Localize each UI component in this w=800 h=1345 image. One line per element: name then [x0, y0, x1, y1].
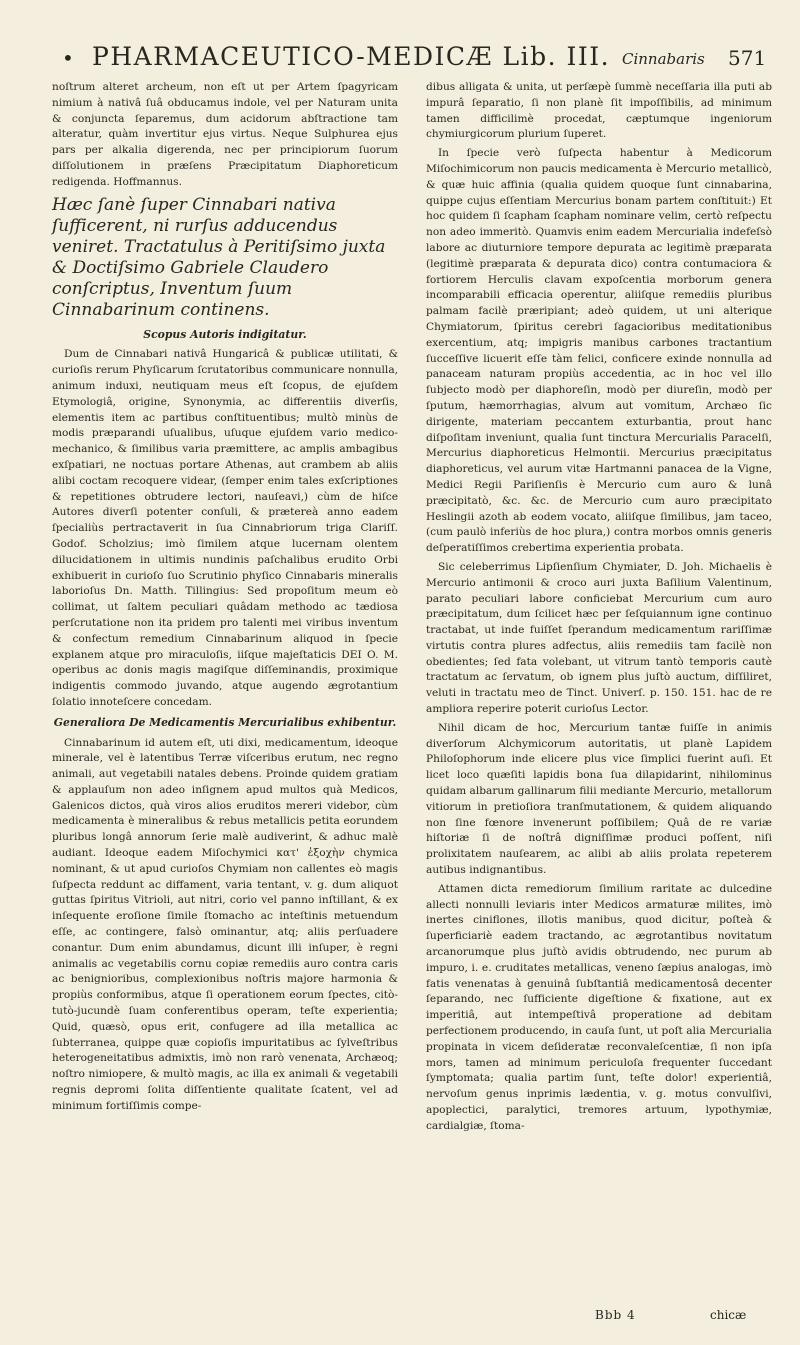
- signature-mark: Bbb 4: [595, 1308, 636, 1322]
- left-paragraph-2: Hæc ſanè ſuper Cinnabari nativa ſufficerent, ni rurſus adducendus veniret. Tractatulus à Peritiſsimo juxta & Doctiſsimo Gabriele Claudero conſcriptus, Inventum ſuum Cinnabarinum continens.: [52, 194, 386, 320]
- page-header: [0, 40, 800, 78]
- page-number: 571: [728, 46, 767, 70]
- text-columns: [52, 80, 772, 1138]
- left-paragraph-1: noſtrum alteret archeum, non eſt ut per Artem ſpagyricam nimium à nativâ ſuâ obducamus indole, vel per Naturam unita & conjuncta ſeparemus, dum acidorum abſtractione tam alteratur, quàm invertitur ejus virtus. Neque Sulphurea ejus pars per alkalia digerenda, nec per principiorum ſuorum diſſolutionem in præſens Præcipitatum Diaphoreticum redigenda. Hoffmannus.: [52, 81, 398, 188]
- right-paragraph-4: Nihil dicam de hoc, Mercurium tantæ fuiſſe in animis diverſorum Alchymicorum autoritatis, ut planè Lapidem Philoſophorum inde elicere plus vice ſimplici fuerint auſi. Et licet loco quæſiti lapidis bona ſua dilapidarint, nihilominus quidam albarum gallinarum filii mediante Mercurio, metallorum vitiorum in pretioſiora tranſmutationem, & quidem aliquando non ſine fœnore invenerunt poſſibilem; Quâ de re variæ hiſtoriæ ſi de noſtrâ digniſſimæ produci poſſent, niſi prolixitatem nauſearem, ac alibi ab aliis prolata repeterem autibus indignantibus.: [426, 721, 772, 877]
- section-heading-generaliora: Generaliora De Medicamentis Mercurialibus exhibentur.: [53, 715, 397, 729]
- header-bullet: •: [62, 46, 74, 70]
- left-paragraph-3: Dum de Cinnabari nativâ Hungaricâ & publicæ utilitati, & curioſis rerum Phyſicarum ſcrutatoribus communicare nonnulla, animum induxi, neutiquam meus eſt ſcopus, de ejuſdem Etymologiâ, origine, Synonymia, ac differentiis diverſis, elementis item ac partibus conſtituentibus; multò minùs de modis præparandi uſualibus, uſuque ejuſdem vario medico-mechanico, & ſimilibus varia præmittere, ac amplis ambagibus exſpatiari, ne noctuas portare Athenas, aut crambem ab aliis alibi coctam recoquere videar, (ſemper enim tales exſcriptiones & repetitiones obtrudere lectori, nauſeavi,) cùm de hiſce Autores diverſi potenter conſuli, & prætereà anno eadem ſpecialiùs pertractaverit in ſua Cinnabriorum triga Clariſſ. Godof. Scholzius; imò ſimilem atque lucernam olentem dilucidationem in ultimis nundinis paſchalibus erudito Orbi exhibuerit in curioſo ſuo Scrutinio phyſico Cinnabaris mineralis laborioſus Dn. Matth. Tillingius: Sed propoſitum meum eò collimat, ut ſaltem peculiari quâdam methodo ac tædiosa perſcrutatione non ita pridem pro talenti mei viribus inventum & confectum remedium Cinnabarinum aliquod in ſpecie explanem atque pro miraculoſis, iiſque majeſtaticis DEI O. M. operibus ac donis magis magiſque diſſeminandis, proximique indigentis commodo juvando, atque augendo ægrotantium ſolatio innoteſcere concedam.: [52, 348, 398, 708]
- left-paragraph-4: Cinnabarinum id autem eſt, uti dixi, medicamentum, ideoque minerale, vel è latentibus Terræ viſceribus erutum, nec regno animali, aut vegetabili natales debens. Proinde quidem gratiam & applauſum non adeo inſignem apud multos quà Medicos, Galenicos dictos, quà viros alios eruditos mereri videbor, cùm medicamenta è mineralibus & rebus metallicis petita eorundem pluribus longâ annorum ſerie malè audiverint, & adhuc malè audiant. Ideoque eadem Miſochymici κατ' ἐξοχὴν chymica nominant, & ut apud curioſos Chymiam non callentes eò magis ſuſpecta reddunt ac diffament, varia tentant, v. g. dum aliquot guttas ſpiritus Vitrioli, aut nitri, corio vel panno inſtillant, & ex inſequente eroſione ſimile ſtomacho ac inteſtinis metuendum eſſe, ac contingere, falsò ominantur, atq; aliis perſuadere conantur. Dum enim abundamus, dicunt illi inſuper, è regni animalis ac vegetabilis cornu copiæ remediis auro contra caris ac benignioribus, complexionibus noſtris majore harmonia & propiùs conformibus, atque ſi operationem eorum ſpectes, citò-tutò-jucundè ſuam conferentibus operam, teſte experientia; Quid, quæsò, opus erit, confugere ad illa metallica ac ſubterranea, quippe quæ copioſis impuritatibus ac ſylveſtribus heterogeneitatibus admixtis, imò non rarò venenata, Archæoq; noſtro nimiopere, & multò magis, ac illa ex animali & vegetabili regnis depromi ſolita diſſentiente qualitate ſcatent, vel ad minimum fortiſſimis compe-: [52, 736, 398, 1112]
- right-paragraph-3: Sic celeberrimus Lipſienſium Chymiater, D. Joh. Michaelis è Mercurio antimonii & croco auri juxta Baſilium Valentinum, parato peculiari labore conficiebat Mercurium cum auro præcipitatum, dum ſcilicet hæc per ſeſquiannum igne continuo tractabat, ut inde fuiſſet ſperandum medicamentum rariſſimæ virtutis contra plures adfectus, aliis remediis tam facilè non obedientes; ſed fata volebant, ut vitrum tantò temporis cautè tractatum ac ſervatum, ob ignem plus juſtò auctum, diſſiliret, veluti in tractatu meo de Tinct. Univerſ. p. 150. 151. hac de re ampliora reperire poterit curioſus Lector.: [426, 560, 772, 716]
- left-column: [52, 80, 398, 1138]
- right-paragraph-1: dibus alligata & unita, ut perſæpè ſummè neceſſaria illa puti ab impurâ ſeparatio, ſi non planè ſit impoſſibilis, ad minimum tamen difficilimè procedat, cæptumque ingeniorum chymiurgicorum plurium ſuperet.: [426, 81, 772, 141]
- right-paragraph-5: Attamen dicta remediorum ſimilium raritate ac dulcedine allecti nonnulli leviaris inter Medicos armaturæ milites, imò inertes ciniflones, illotis manibus, quod dicitur, poſteà & ſuperficiariè eadem tractando, ac ægrotantibus novitatum arcanorumque plus juſtò avidis obtrudendo, nec purum ab impuro, i. e. cruditates metallicas, veneno ſæpius analogas, imò fatis venenatas à genuinâ ſubſtantiâ medicamentosâ decenter ſeparando, nec ſufficiente digeſtione & fixatione, aut ex imperitiâ, aut intempeſtivâ properatione ad debitam perfectionem producendo, in cauſa ſunt, ut poſt alia Mercurialia propinata in vicem deſideratæ reconvaleſcentiæ, ſi non ipſa mors, tamen ad minimum periculoſa frequenter ſuccedant ſymptomata; qualia partim ſunt, teſte dolor! experientiâ, nervoſum genus inprimis lædentia, v. g. motus convulſivi, apoplectici, paralytici, tremores artuum, lypothymiæ, cardialgiæ, ſtoma-: [426, 882, 772, 1132]
- page-footer: [0, 1308, 800, 1328]
- section-word: Cinnabaris: [622, 50, 705, 68]
- running-title: PHARMACEUTICO-MEDICÆ Lib. III.: [92, 42, 611, 71]
- right-paragraph-2: In ſpecie verò ſuſpecta habentur à Medicorum Miſochimicorum non paucis medicamenta è Mercurio metallicò, & quæ huic affinia (qualia quidem quoque ſunt cinnabarina, quippe cujus eſſentiam Mercurius bonam partem conſtituit:) Et hoc quidem ſi ſcapham ſcapham nominare velim, certò reſpectu non adeo immeritò. Quamvis enim eadem Mercurialia indefeſsò labore ac diuturniore tempore depurata ac legitimè præparata (legitimè præparata & depurata dico) contra contumaciora & fortiorem Herculis clavam expoſcentia morborum genera incomparabili efficacia operentur, aliiſque remediis pluribus palmam facilè præripiant; adeò quidem, ut uni alterique Chymiatorum, ſpiritus cerebri ſagacioribus meditationibus exercentium, atq; impigris manibus carbones tractantium ſucceſſive licuerit eſſe tàm felici, conficere exinde nonnulla ad panaceam naturam propiùs accedentia, ac in hoc vel illo ſubjecto modò per diaphoreſin, modò per diureſin, modò per ſputum, hæmorrhagias, alvum aut vomitum, Archæo ſic dirigente, materiam peccantem exturbantia, prout hanc diſpoſitam inveniunt, qualia ſunt tinctura Mercurialis Paracelſi, Mercurius diaphoreticus Helmontii. Mercurius præcipitatus diaphoreticus, vel aurum vitæ Hartmanni panacea de la Vigne, Medici Regii Pariſienſis è Mercurio cum auro & lunâ præcipitatò, &c. &c. de Mercurio cum auro præcipitato Heslingii azoth ab eodem vocato, aliiſque ſimilibus, jam taceo, (cum paulò inferiùs de hoc plura,) contra morbos omnis generis deſperatiſſimos crebertima experientia probata.: [426, 147, 772, 555]
- catchword: chicæ: [710, 1308, 747, 1322]
- section-heading-scopus: Scopus Autoris indigitatur.: [143, 327, 307, 341]
- right-column: [426, 80, 772, 1138]
